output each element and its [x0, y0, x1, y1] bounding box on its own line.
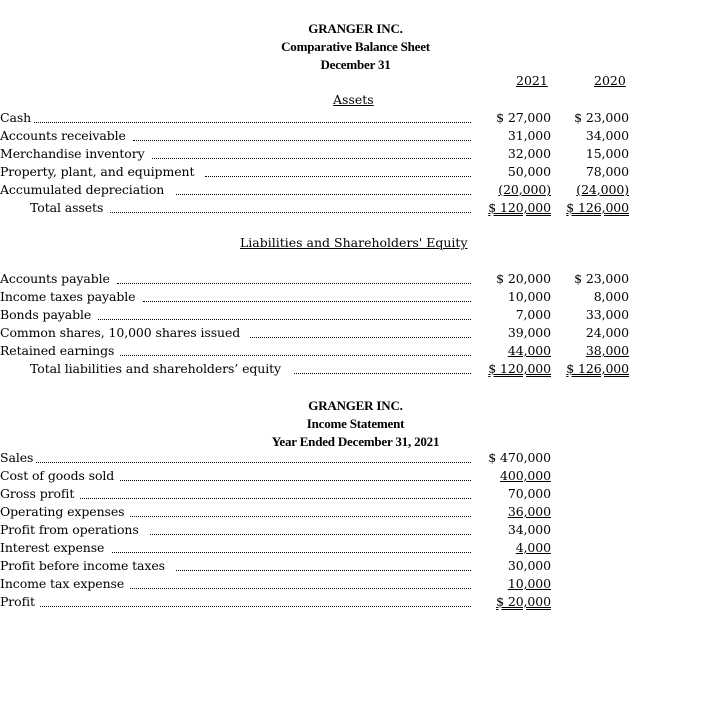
- dot-leader: [120, 354, 471, 356]
- income-label: Operating expenses: [0, 504, 125, 519]
- dot-leader: [130, 515, 471, 517]
- asset-label: Merchandise inventory: [0, 146, 145, 161]
- company-name: GRANGER INC.: [308, 21, 403, 36]
- assets-heading: Assets: [333, 92, 374, 107]
- dot-leader: [120, 479, 471, 481]
- dot-leader: [34, 121, 471, 123]
- asset-value-2021: 32,000: [507, 146, 551, 161]
- asset-value-2020: 34,000: [585, 128, 629, 143]
- dot-leader: [36, 461, 471, 463]
- liability-value-2021: 7,000: [515, 307, 551, 322]
- liability-value-2021: 10,000: [507, 289, 551, 304]
- asset-label: Property, plant, and equipment: [0, 164, 195, 179]
- asset-value-2021: $ 27,000: [496, 110, 551, 125]
- income-label: Profit from operations: [0, 522, 139, 537]
- dot-leader: [112, 551, 471, 553]
- dot-leader: [294, 372, 471, 374]
- dot-leader: [40, 605, 471, 607]
- liability-label: Common shares, 10,000 shares issued: [0, 325, 241, 340]
- asset-value-2020: 78,000: [585, 164, 629, 179]
- statement-period: Year Ended December 31, 2021: [271, 434, 440, 449]
- dot-leader: [117, 282, 471, 284]
- liability-label: Bonds payable: [0, 307, 92, 322]
- dot-leader: [130, 587, 471, 589]
- income-statement-title: [0, 397, 711, 451]
- liability-label: Retained earnings: [0, 343, 115, 358]
- income-value: 36,000: [507, 504, 551, 519]
- income-value: 400,000: [500, 468, 551, 483]
- income-label: Cost of goods sold: [0, 468, 115, 483]
- dot-leader: [176, 193, 471, 195]
- balance-sheet-title: [0, 20, 711, 74]
- liability-value-2021: $ 20,000: [496, 271, 551, 286]
- dot-leader: [150, 533, 471, 535]
- liability-value-2021: 39,000: [507, 325, 551, 340]
- dot-leader: [133, 139, 471, 141]
- income-value: 10,000: [507, 576, 551, 591]
- dot-leader: [80, 497, 471, 499]
- dot-leader: [176, 569, 471, 571]
- asset-value-2020: 15,000: [585, 146, 629, 161]
- income-label: Profit before income taxes: [0, 558, 165, 573]
- dot-leader: [98, 318, 471, 320]
- total-liabilities-2021: $ 120,000: [488, 361, 551, 376]
- total-assets-2021: $ 120,000: [488, 200, 551, 215]
- income-label: Profit: [0, 594, 35, 609]
- liability-value-2020: $ 23,000: [574, 271, 629, 286]
- liabilities-heading: Liabilities and Shareholders' Equity: [240, 235, 468, 250]
- liability-value-2020: 33,000: [585, 307, 629, 322]
- asset-label: Accounts receivable: [0, 128, 126, 143]
- asset-value-2021: (20,000): [498, 182, 551, 197]
- liability-label: Accounts payable: [0, 271, 110, 286]
- year-header-2020: 2020: [594, 73, 626, 88]
- income-label: Interest expense: [0, 540, 105, 555]
- asset-value-2020: (24,000): [576, 182, 629, 197]
- total-assets-label: Total assets: [30, 200, 104, 215]
- liability-value-2020: 8,000: [593, 289, 629, 304]
- income-value: 70,000: [507, 486, 551, 501]
- income-value: $ 470,000: [488, 450, 551, 465]
- profit-value: $ 20,000: [496, 594, 551, 609]
- liability-label: Income taxes payable: [0, 289, 136, 304]
- statement-date: December 31: [320, 57, 391, 72]
- company-name: GRANGER INC.: [308, 398, 403, 413]
- year-header-2021: 2021: [516, 73, 548, 88]
- income-value: 34,000: [507, 522, 551, 537]
- asset-value-2021: 50,000: [507, 164, 551, 179]
- liability-value-2020: 24,000: [585, 325, 629, 340]
- liability-value-2021: 44,000: [507, 343, 551, 358]
- asset-value-2021: 31,000: [507, 128, 551, 143]
- dot-leader: [110, 211, 471, 213]
- total-liabilities-2020: $ 126,000: [566, 361, 629, 376]
- statement-name: Income Statement: [306, 416, 405, 431]
- asset-value-2020: $ 23,000: [574, 110, 629, 125]
- total-liabilities-label: Total liabilities and shareholders’ equity: [30, 361, 282, 376]
- income-value: 30,000: [507, 558, 551, 573]
- income-label: Sales: [0, 450, 34, 465]
- income-label: Gross profit: [0, 486, 75, 501]
- asset-label: Accumulated depreciation: [0, 182, 165, 197]
- income-value: 4,000: [515, 540, 551, 555]
- dot-leader: [152, 157, 471, 159]
- dot-leader: [143, 300, 471, 302]
- statement-name: Comparative Balance Sheet: [281, 39, 430, 54]
- asset-label: Cash: [0, 110, 32, 125]
- total-assets-2020: $ 126,000: [566, 200, 629, 215]
- income-label: Income tax expense: [0, 576, 125, 591]
- dot-leader: [205, 175, 471, 177]
- liability-value-2020: 38,000: [585, 343, 629, 358]
- dot-leader: [250, 336, 471, 338]
